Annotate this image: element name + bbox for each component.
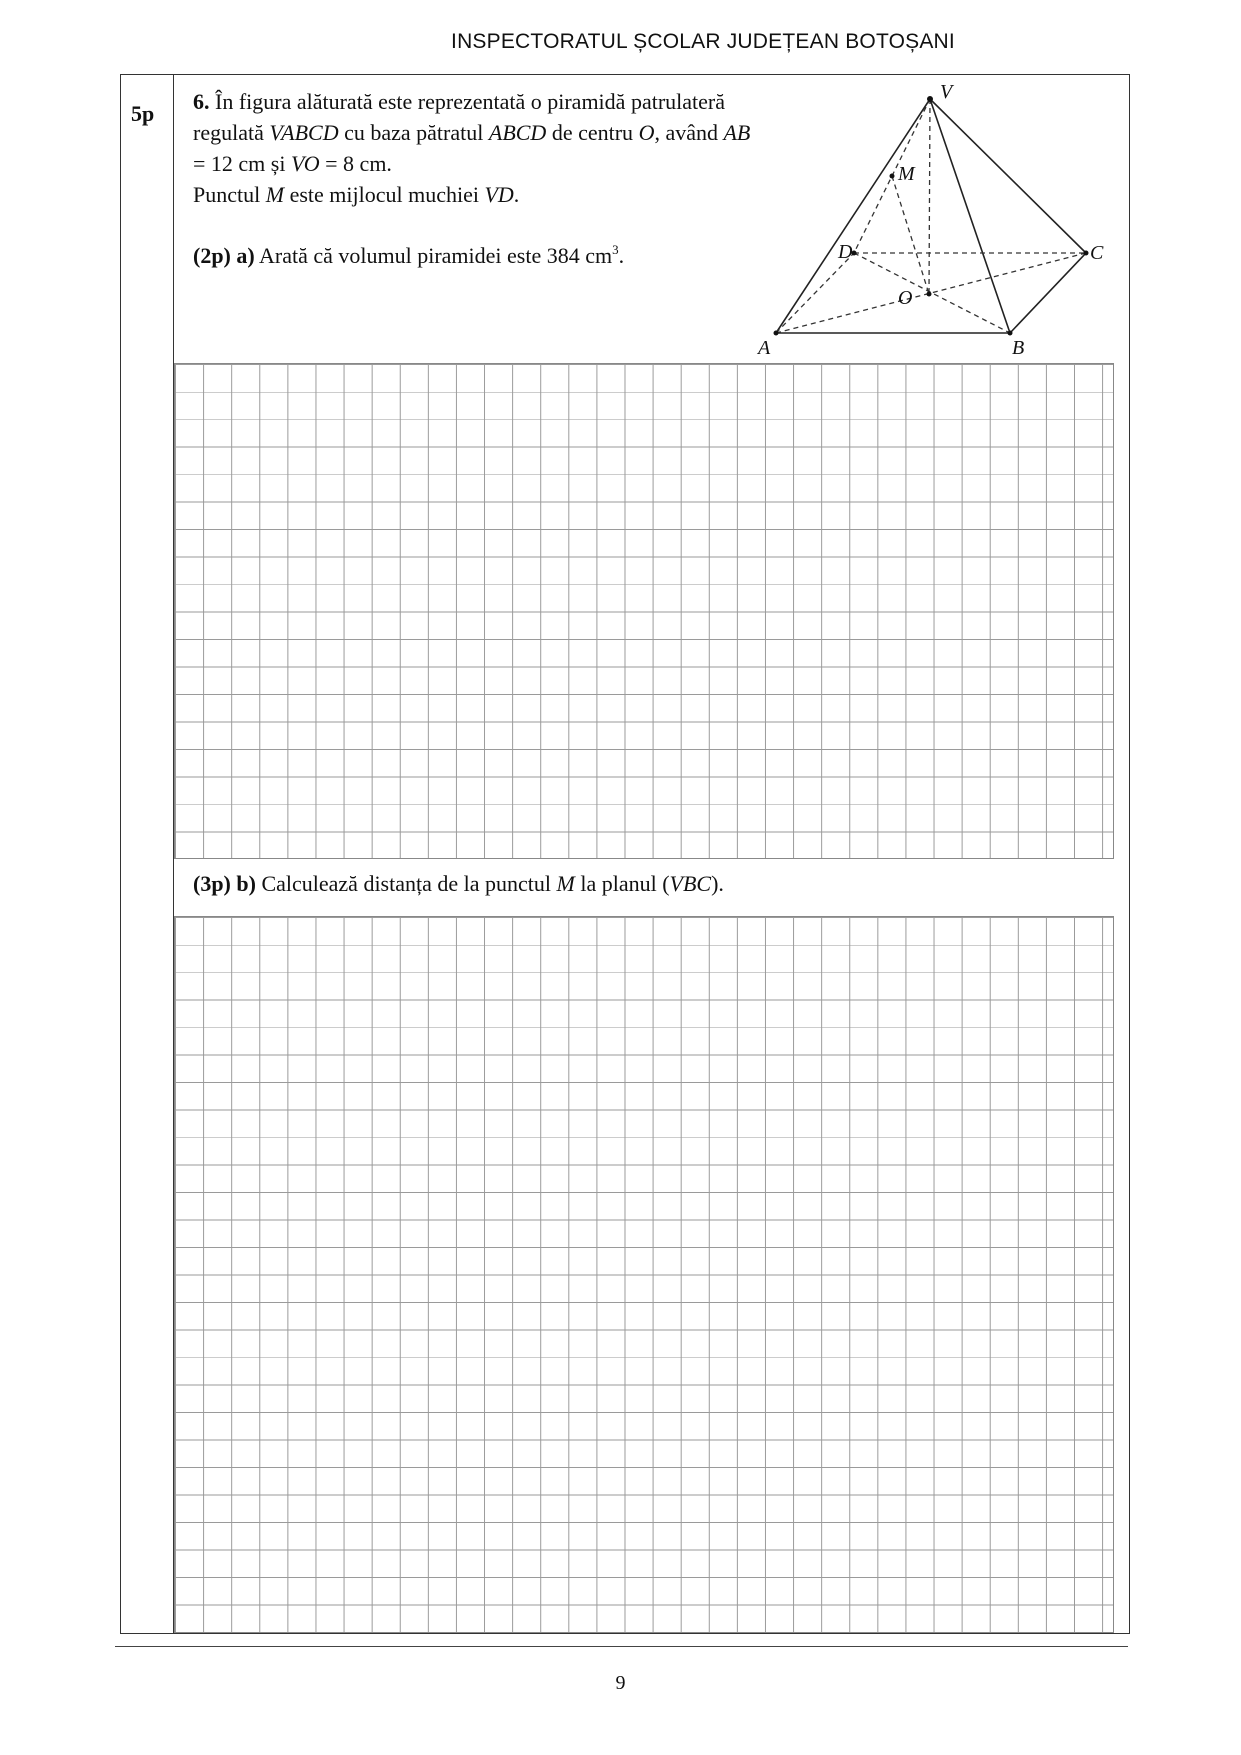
part-a-exponent: 3 (612, 242, 619, 257)
segment-mo (892, 176, 929, 294)
label-a: A (758, 337, 771, 359)
point-b (1008, 331, 1013, 336)
part-a-end: . (618, 243, 625, 268)
problem-statement (193, 86, 753, 210)
part-a-points: (2p) a) (193, 243, 255, 268)
text-run: Punctul (193, 182, 266, 207)
text-run: de centru (546, 120, 639, 145)
label-v: V (940, 82, 953, 103)
score-label: 5p (131, 101, 155, 126)
label-b: B (1012, 337, 1025, 359)
text-run: cu baza pătratul (338, 120, 489, 145)
text-run: O (638, 120, 655, 145)
problem-number: 6. (193, 89, 210, 114)
part-a (193, 240, 624, 271)
height-vo (929, 99, 930, 294)
problem-text (193, 89, 750, 176)
part-b-points: (3p) b) (193, 871, 256, 896)
point-a (774, 331, 779, 336)
text-run: este mijlocul muchiei (284, 182, 485, 207)
text-run: AB (723, 120, 751, 145)
part-b-end: ). (711, 871, 724, 896)
answer-grid-b[interactable] (174, 916, 1114, 1633)
text-run: = 8 cm. (319, 151, 392, 176)
part-b-var-vbc: VBC (669, 871, 712, 896)
point-m (890, 174, 895, 179)
point-o (927, 292, 932, 297)
page-number: 9 (615, 1672, 626, 1694)
page-header: INSPECTORATUL ȘCOLAR JUDEȚEAN BOTOȘANI (451, 30, 955, 53)
pyramid-figure (748, 82, 1128, 362)
text-run: . (513, 182, 520, 207)
label-m: M (898, 163, 915, 185)
point-c (1084, 251, 1089, 256)
part-b-var-m: M (556, 871, 575, 896)
part-a-text: Arată că volumul piramidei este 384 cm (254, 243, 613, 268)
text-run: VABCD (269, 120, 339, 145)
footer-divider (115, 1646, 1128, 1647)
text-run: M (265, 182, 285, 207)
label-o: O (898, 287, 913, 309)
text-run: , având (654, 120, 724, 145)
problem-text-2 (193, 182, 519, 207)
part-b-text-mid: la planul ( (574, 871, 670, 896)
edge-vc (930, 99, 1086, 253)
edge-vb (930, 99, 1010, 333)
text-run: VO (290, 151, 320, 176)
edge-ad (776, 253, 854, 333)
edge-bc (1010, 253, 1086, 333)
label-d: D (838, 241, 853, 263)
label-c: C (1090, 242, 1104, 264)
answer-grid-a[interactable] (174, 363, 1114, 859)
text-run: VD (484, 182, 514, 207)
text-run: În figura alăturată este reprezentată o piramidă patrulateră regulată (193, 89, 725, 145)
score-column (120, 74, 174, 1634)
text-run: = 12 cm și (193, 151, 291, 176)
text-run: ABCD (488, 120, 547, 145)
point-v (927, 96, 933, 102)
part-b (193, 868, 724, 899)
part-b-text: Calculează distanța de la punctul (255, 871, 557, 896)
